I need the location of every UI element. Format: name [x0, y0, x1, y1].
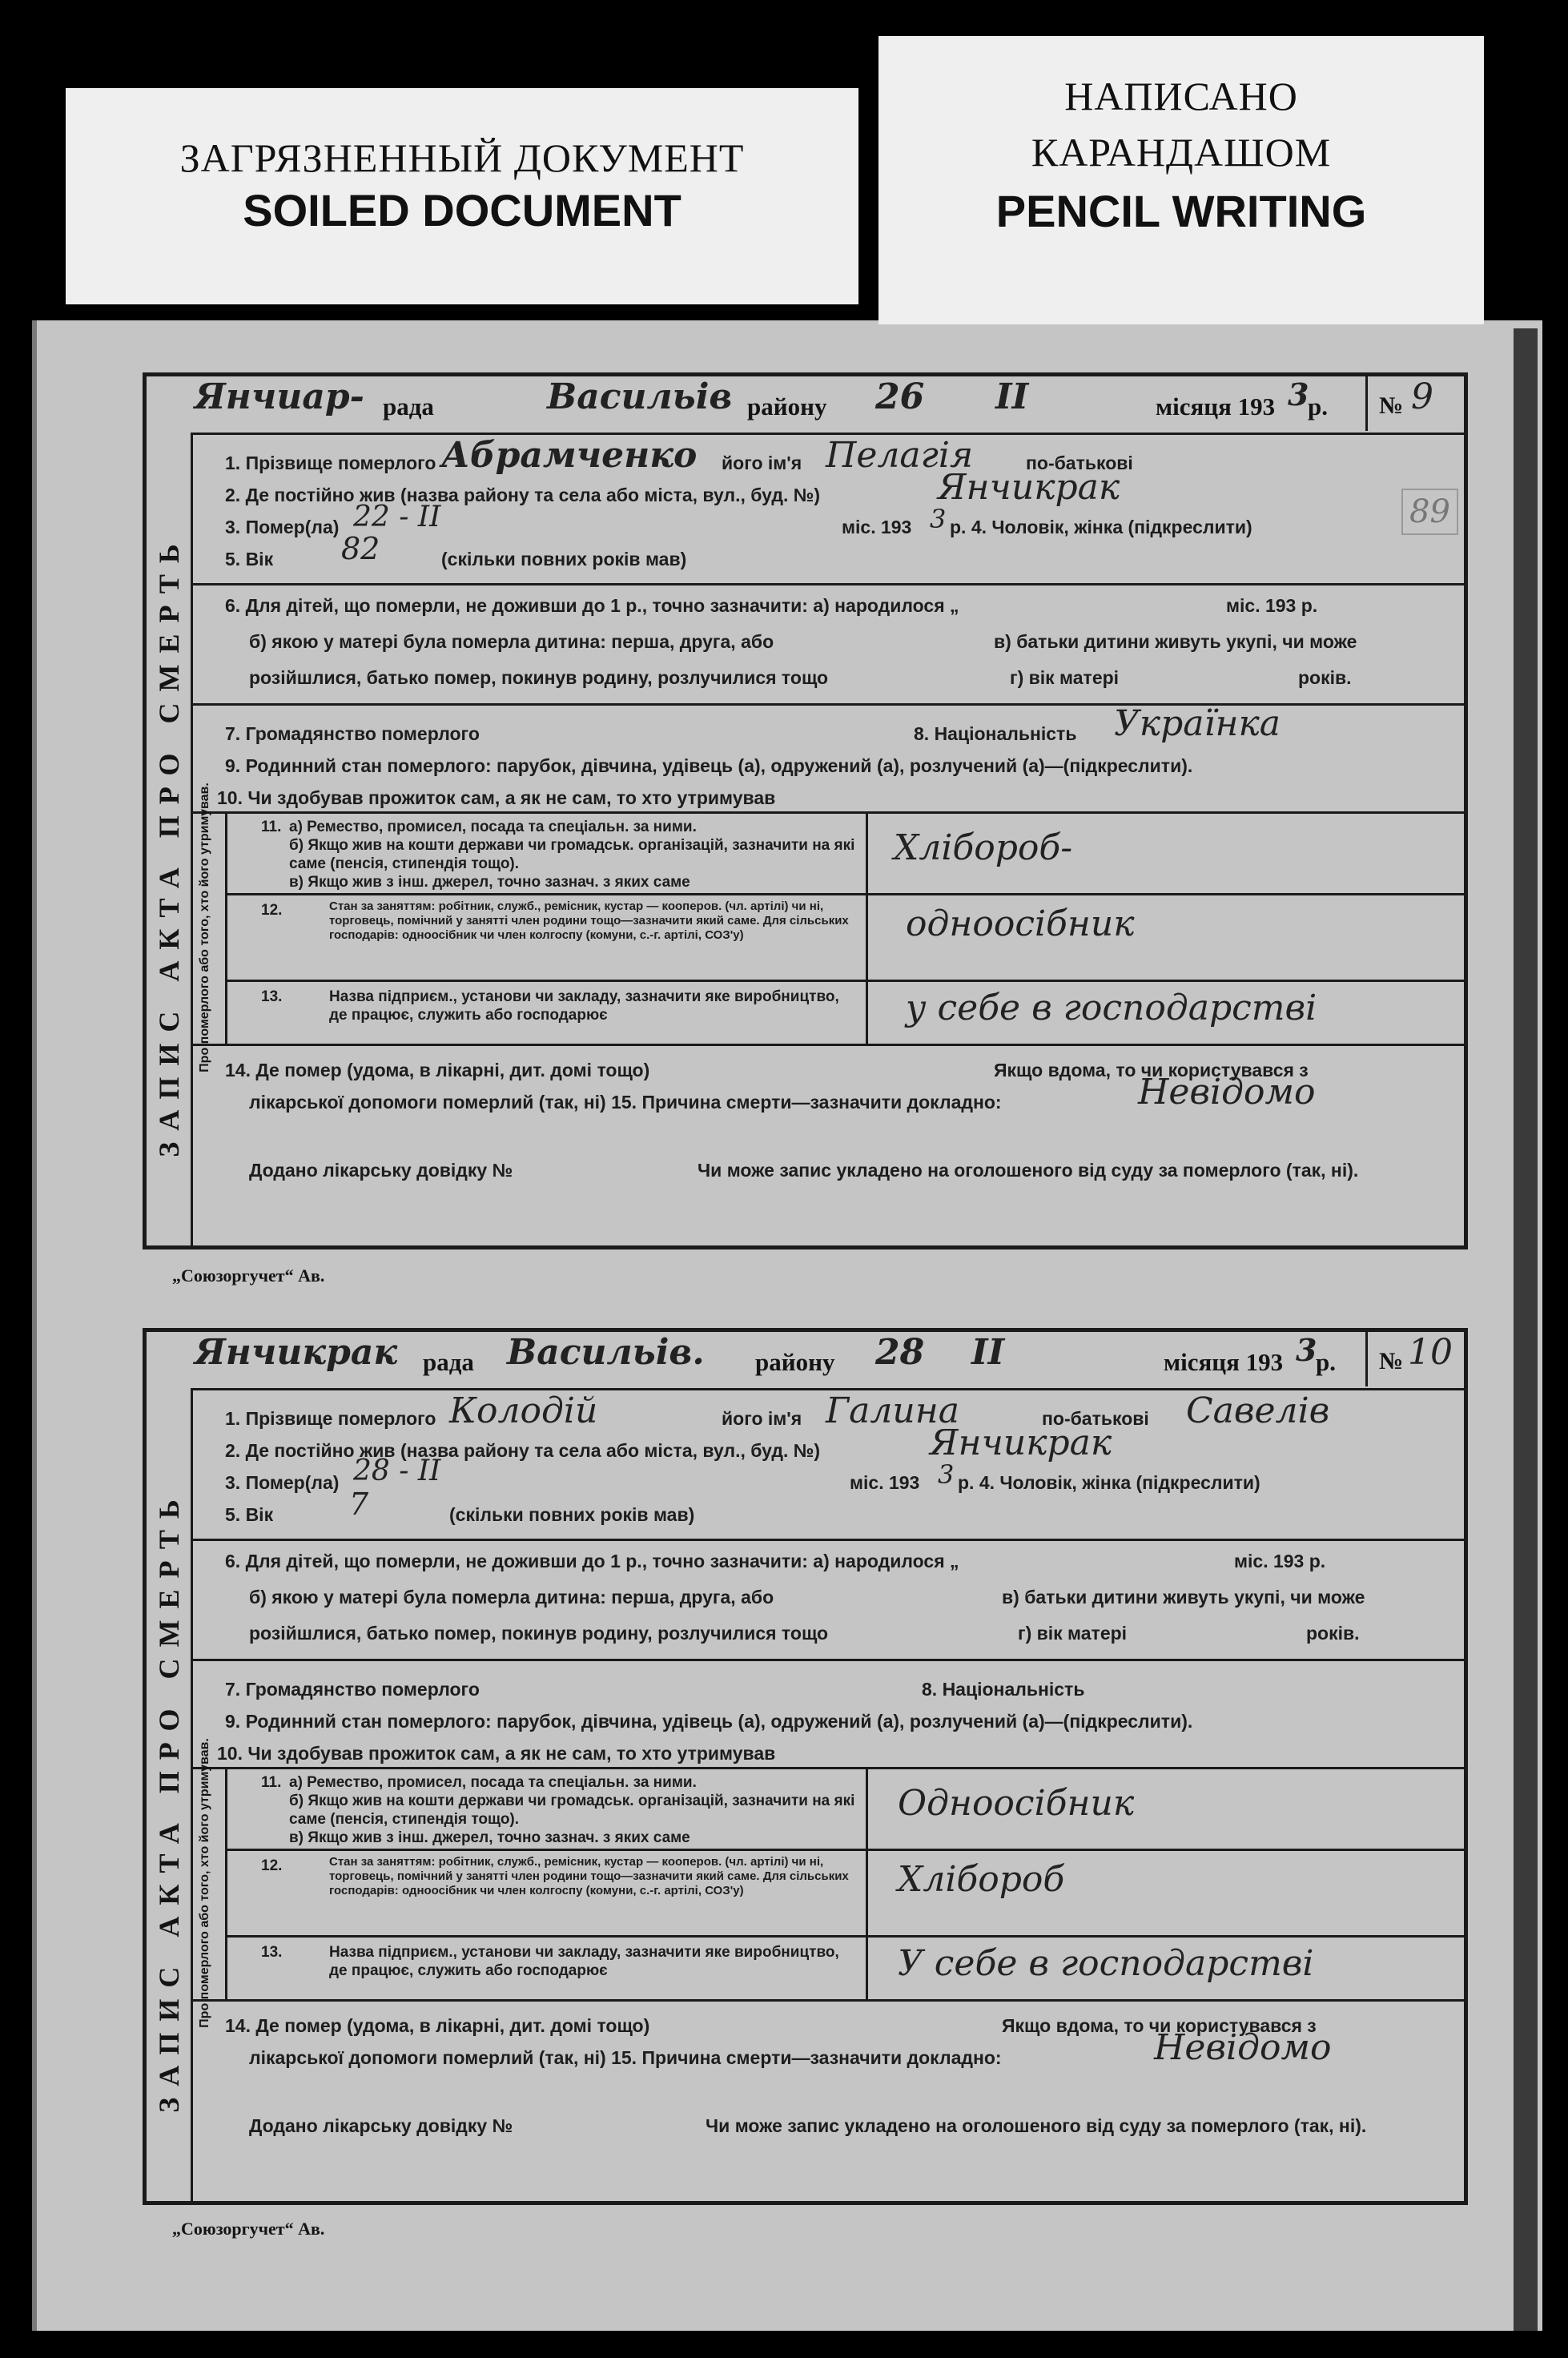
rayon-label: району [755, 1348, 835, 1376]
label-mother-age: г) вік матері [1010, 667, 1120, 688]
pencil-label-ru-1: НАПИСАНО [1064, 74, 1298, 119]
label-sex: р. 4. Чоловік, жінка (підкреслити) [950, 517, 1252, 537]
label-children: 6. Для дітей, що померли, не доживши до 1 р., точно зазначити: а) народилося „ [225, 595, 959, 616]
item-12-value: Хлібороб [898, 1859, 1065, 1900]
label-marital: 9. Родинний стан померлого: парубок, дівчина, удівець (а), одружений (а), розлучений (а)—(підкреслити). [225, 755, 1193, 776]
label-residence: 2. Де постійно жив (назва району та села або міста, вул., буд. №) [225, 1440, 821, 1461]
value-surname: Абрамченко [441, 435, 698, 476]
label-years: років. [1298, 667, 1352, 688]
value-residence: Янчикрак [938, 467, 1120, 508]
label-child-order: б) якою у матері була померла дитина: перша, друга, або [249, 631, 774, 652]
label-children-born: міс. 193 р. [1234, 1551, 1326, 1571]
rada-label: рада [423, 1348, 474, 1376]
form-body [191, 1388, 1464, 2201]
label-mother-age: г) вік матері [1018, 1623, 1128, 1644]
day-handwritten: 26 [875, 376, 925, 417]
label-at-home: Якщо вдома, то чи користувався з [994, 1060, 1309, 1080]
label-child-order: б) якою у матері була померла дитина: перша, друга, або [249, 1587, 774, 1608]
page-edge-shadow [1514, 328, 1538, 2331]
item-12-text: Стан за заняттям: робітник, служб., ремісник, кустар — кооперов. (чл. артілі) чи ні, торговець, помічний у занятті член родини тощо—зазначити який саме. Для сільських господарів: одноосібник чи член колгоспу (комуни, с.-г. артілі, СОЗ'у) [329, 899, 849, 942]
soiled-label-ru: ЗАГРЯЗНЕННЫЙ ДОКУМЕНТ [179, 135, 745, 180]
label-nationality: 8. Національність [922, 1679, 1085, 1700]
death-record-form-1 [143, 372, 1468, 1249]
item-11-value: Хлібороб- [894, 827, 1073, 868]
item-11-number: 11. [261, 819, 282, 835]
label-children: 6. Для дітей, що померли, не доживши до 1 р., точно зазначити: а) народилося „ [225, 1551, 959, 1571]
sub-vertical-note: Про померлого або того, хто його утримував. [198, 1738, 211, 2028]
item-12-text: Стан за заняттям: робітник, служб., ремісник, кустар — кооперов. (чл. артілі) чи ні, торговець, помічний у занятті член родини тощо—зазначити який саме. Для сільських господарів: одноосібник чи член колгоспу (комуни, с.-г. артілі, СОЗ'у) [329, 1855, 849, 1897]
sub-vertical-note: Про померлого або того, хто його утримував. [198, 783, 211, 1072]
label-parents: в) батьки дитини живуть укупі, чи може [994, 631, 1357, 652]
side-title: ЗАПИС АКТА ПРО СМЕРТЬ [153, 1488, 185, 2113]
label-nationality: 8. Національність [914, 723, 1077, 744]
record-number-box [1365, 376, 1464, 431]
value-name: Галина [826, 1390, 959, 1431]
label-age: 5. Вік [225, 1504, 274, 1525]
item-11-text: а) Ремество, промисел, посада та спеціальн. за ними. б) Якщо жив на кошти держави чи громадськ. організацій, зазначити на які саме (пенсія, стипендія тощо). в) Якщо жив з інш. джерел, точно зазнач. з яких саме [289, 819, 855, 891]
number-handwritten: 10 [1408, 1332, 1453, 1373]
label-age-note: (скільки повних років мав) [449, 1504, 695, 1525]
label-at-home: Якщо вдома, то чи користувався з [1002, 2015, 1317, 2036]
label-sex: р. 4. Чоловік, жінка (підкреслити) [958, 1472, 1260, 1493]
item-13-text: Назва підприєм., установи чи закладу, зазначити яке виробництво, де працює, служить або господарює [329, 988, 839, 1024]
form-body [191, 433, 1464, 1245]
month-label: місяця 193 [1156, 392, 1276, 420]
label-cause: лікарської допомоги померлий (так, ні) 15. Причина смерти—зазначити докладно: [249, 1092, 1002, 1113]
value-age: 82 [341, 531, 380, 566]
item-12-value: одноосібник [906, 903, 1135, 944]
label-livelihood: 10. Чи здобував прожиток сам, а як не сам, то хто утримував [217, 1743, 776, 1764]
item-11-number: 11. [261, 1774, 282, 1791]
label-died: 3. Помер(ла) [225, 517, 340, 537]
month-handwritten: II [995, 376, 1029, 417]
label-parents: в) батьки дитини живуть укупі, чи може [1002, 1587, 1365, 1608]
label-age: 5. Вік [225, 549, 274, 569]
value-died-year: 3 [938, 1459, 955, 1490]
item-13-number: 13. [261, 988, 283, 1005]
value-age: 7 [349, 1487, 369, 1522]
pencil-writing-label [878, 36, 1484, 324]
label-citizenship: 7. Громадянство померлого [225, 723, 480, 744]
label-cause: лікарської допомоги померлий (так, ні) 15. Причина смерти—зазначити докладно: [249, 2047, 1002, 2068]
year-handwritten: 3 [1296, 1332, 1317, 1368]
item-13-number: 13. [261, 1944, 283, 1961]
death-record-form-2 [143, 1328, 1468, 2205]
number-label: № [1379, 1348, 1404, 1374]
form-header [171, 376, 1464, 429]
label-died-month: міс. 193 [842, 517, 912, 537]
item-13-text: Назва підприєм., установи чи закладу, зазначити яке виробництво, де працює, служить або господарює [329, 1944, 839, 1979]
item-12-number: 12. [261, 902, 283, 919]
label-marital: 9. Родинний стан померлого: парубок, дівчина, удівець (а), одружений (а), розлучений (а)—(підкреслити). [225, 1711, 1193, 1732]
form-header [171, 1332, 1464, 1385]
item-13-value: у себе в господарстві [906, 988, 1317, 1028]
value-died: 28 - II [353, 1455, 441, 1487]
side-title: ЗАПИС АКТА ПРО СМЕРТЬ [153, 533, 185, 1157]
label-separated: розійшлися, батько помер, покинув родину, розлучилися тощо [249, 1623, 829, 1644]
label-certificate: Додано лікарську довідку № [249, 2115, 513, 2136]
value-cause: Невідомо [1138, 1072, 1316, 1113]
pencil-label-ru-2: КАРАНДАШОМ [1031, 130, 1332, 175]
label-certificate: Додано лікарську довідку № [249, 1160, 513, 1181]
month-label: місяця 193 [1164, 1348, 1284, 1376]
council-handwritten: Янчиар- [195, 376, 364, 417]
value-surname: Колодій [449, 1390, 598, 1431]
label-court: Чи може запис укладено на оголошеного від суду за померлого (так, ні). [706, 2115, 1367, 2136]
number-handwritten: 9 [1411, 376, 1433, 417]
value-died: 22 - II [353, 501, 441, 533]
soiled-document-label [66, 88, 858, 304]
value-nationality: Українка [1114, 703, 1281, 744]
label-died: 3. Помер(ла) [225, 1472, 340, 1493]
publisher-mark-1: „Союзоргучет“ Ав. [172, 1266, 325, 1286]
label-court: Чи може запис укладено на оголошеного від суду за померлого (так, ні). [698, 1160, 1359, 1181]
label-name: його ім'я [722, 453, 802, 473]
label-death-place: 14. Де помер (удома, в лікарні, дит. домі тощо) [225, 2015, 650, 2036]
label-name: його ім'я [722, 1408, 802, 1429]
item-11-value: Одноосібник [898, 1783, 1135, 1824]
number-label: № [1379, 392, 1404, 419]
label-livelihood: 10. Чи здобував прожиток сам, а як не сам, то хто утримував [217, 787, 776, 808]
label-children-born: міс. 193 р. [1226, 595, 1318, 616]
record-number-box [1365, 1332, 1464, 1386]
item-13-value: У себе в господарстві [898, 1943, 1314, 1984]
item-11-text: а) Ремество, промисел, посада та спеціальн. за ними. б) Якщо жив на кошти держави чи громадськ. організацій, зазначити на які саме (пенсія, стипендія тощо). в) Якщо жив з інш. джерел, точно зазнач. з яких саме [289, 1774, 855, 1846]
month-handwritten: II [971, 1332, 1005, 1373]
rada-label: рада [383, 392, 434, 420]
council-handwritten: Янчикрак [195, 1332, 398, 1373]
year-suffix: р. [1308, 392, 1328, 420]
label-patronymic: по-батькові [1026, 453, 1133, 473]
pencil-label-en: PENCIL WRITING [995, 186, 1367, 236]
value-patronymic: Савелів [1186, 1390, 1330, 1431]
year-suffix: р. [1316, 1348, 1336, 1376]
day-handwritten: 28 [875, 1332, 925, 1373]
value-name: Пелагія [826, 435, 974, 476]
publisher-mark-2: „Союзоргучет“ Ав. [172, 2219, 325, 2239]
label-citizenship: 7. Громадянство померлого [225, 1679, 480, 1700]
value-cause: Невідомо [1154, 2027, 1332, 2068]
label-patronymic: по-батькові [1042, 1408, 1149, 1429]
soiled-label-en: SOILED DOCUMENT [243, 185, 681, 235]
year-handwritten: 3 [1288, 376, 1309, 412]
item-12-number: 12. [261, 1857, 283, 1874]
label-age-note: (скільки повних років мав) [441, 549, 687, 569]
archive-stamp-number: 89 [1401, 489, 1458, 535]
district-handwritten: Васильів. [507, 1332, 705, 1373]
rayon-label: району [747, 392, 827, 420]
value-residence: Янчикрак [930, 1422, 1112, 1463]
label-death-place: 14. Де помер (удома, в лікарні, дит. домі тощо) [225, 1060, 650, 1080]
label-residence: 2. Де постійно жив (назва району та села або міста, вул., буд. №) [225, 485, 821, 505]
label-died-month: міс. 193 [850, 1472, 920, 1493]
district-handwritten: Васильів [547, 376, 733, 417]
label-separated: розійшлися, батько помер, покинув родину, розлучилися тощо [249, 667, 829, 688]
label-years: років. [1306, 1623, 1360, 1644]
label-surname: 1. Прізвище померлого [225, 1408, 436, 1429]
label-surname: 1. Прізвище померлого [225, 453, 436, 473]
value-died-year: 3 [930, 504, 947, 534]
